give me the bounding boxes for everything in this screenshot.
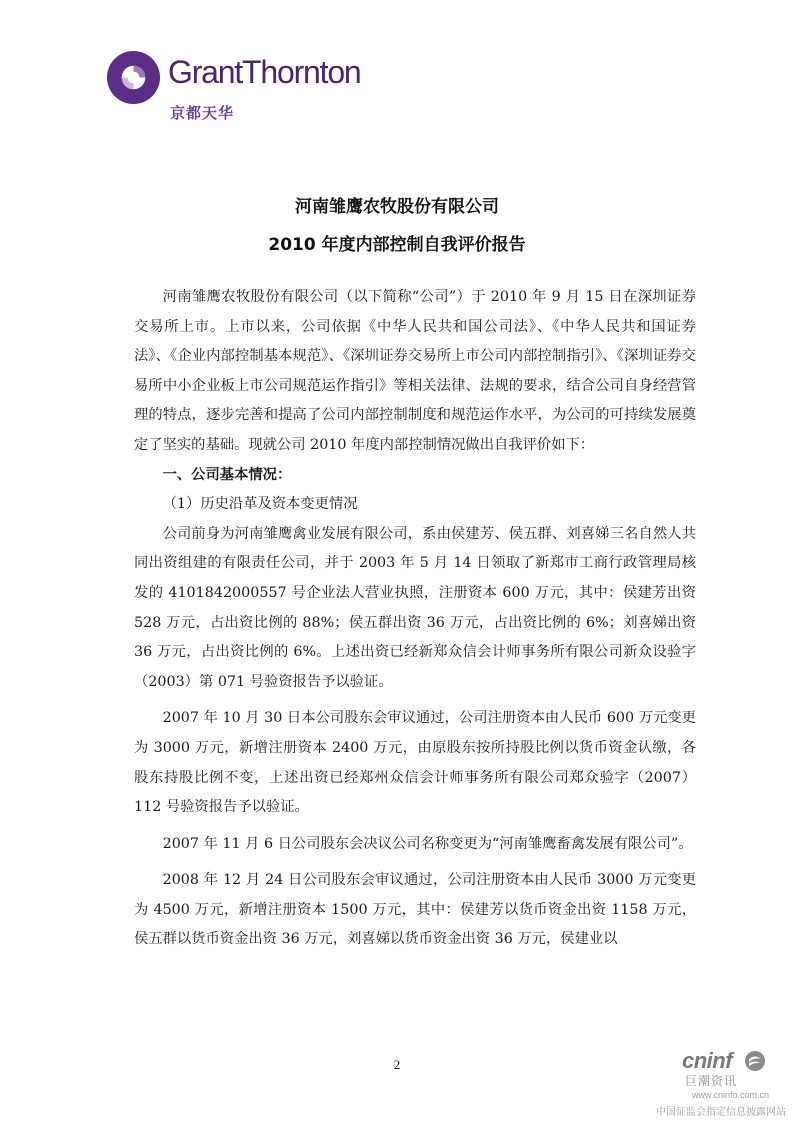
grant-thornton-mark-icon <box>106 50 161 105</box>
section-heading: 一、公司基本情况： <box>162 466 292 483</box>
page-number: 2 <box>393 1057 401 1072</box>
grant-thornton-logo <box>106 50 396 130</box>
cninfo-organization: 中国证监会指定信息披露网站 <box>656 1107 786 1118</box>
cninfo-watermark <box>652 1048 794 1123</box>
report-title: 2010 年度内部控制自我评价报告 <box>268 235 526 255</box>
name-change-paragraph: 2007 年 11 月 6 日公司股东会决议公司名称变更为“河南雏鹰畜禽发展有限公司”。 <box>162 835 693 852</box>
logo-name: GrantThornton <box>168 54 361 90</box>
report-body <box>134 283 696 955</box>
cninfo-swirl-icon <box>744 1050 766 1072</box>
company-title: 河南雏鹰农牧股份有限公司 <box>295 197 499 217</box>
capital-change-2007-paragraph: 2007 年 10 月 30 日本公司股东会审议通过，公司注册资本由人民币 600 万元变更为 3000 万元，新增注册资本 2400 万元，由原股东按所持股比例以货币资金认缴，各股东持股比例不变，上述出资已经郑州众信会计师事务所有限公司郑众验字（2007）112 号验资报告予以验证。 <box>134 710 696 816</box>
capital-change-2008-paragraph: 2008 年 12 月 24 日公司股东会审议通过，公司注册资本由人民币 3000 万元变更为 4500 万元，新增注册资本 1500 万元，其中：侯建芳以货币资金出资 1158 万元，侯五群以货币资金出资 36 万元，刘喜娣以货币资金出资 36 万元，侯建业以 <box>134 872 696 948</box>
subsection-heading: （1）历史沿革及资本变更情况 <box>162 496 358 513</box>
cninfo-chinese-name: 巨潮资讯 <box>685 1074 738 1088</box>
intro-paragraph: 河南雏鹰农牧股份有限公司（以下简称“公司”）于 2010 年 9 月 15 日在深圳证券交易所上市。上市以来，公司依据《中华人民共和国公司法》、《中华人民共和国证券法》、《企业内部控制基本规范》、《深圳证券交易所上市公司内部控制指引》、《深圳证券交易所中小企业板上市公司规范运作指引》等相关法律、法规的要求，结合公司自身经营管理的特点，逐步完善和提高了公司内部控制制度和规范运作水平，为公司的可持续发展奠定了坚实的基础。现就公司 2010 年度内部控制情况做出自我评价如下： <box>134 289 696 453</box>
cninfo-brand: cninf <box>682 1048 733 1073</box>
history-paragraph: 公司前身为河南雏鹰禽业发展有限公司，系由侯建芳、侯五群、刘喜娣三名自然人共同出资组建的有限责任公司，并于 2003 年 5 月 14 日领取了新郑市工商行政管理局核发的 4101842000557 号企业法人营业执照，注册资本 600 万元，其中：侯建芳出资 528 万元，占出资比例的 88%；侯五群出资 36 万元，占出资比例的 6%；刘喜娣出资 36 万元，占出资比例的 6%。上述出资已经新郑众信会计师事务所有限公司新众设验字（2003）第 071 号验资报告予以验证。 <box>134 525 696 690</box>
logo-chinese-name: 京都天华 <box>170 104 235 122</box>
cninfo-url: www.cninfo.com.cn <box>692 1090 770 1100</box>
